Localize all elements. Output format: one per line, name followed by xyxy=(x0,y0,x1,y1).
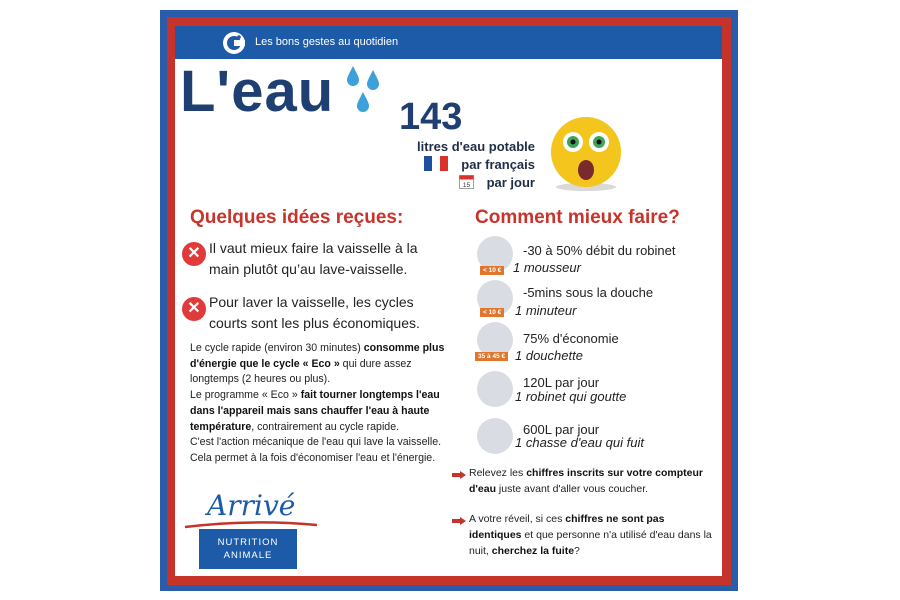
explain-text: qui dure assez longtemps (2 heures ou plus). xyxy=(190,357,412,386)
tip-sub: 1 douchette xyxy=(515,348,583,363)
price-badge: 35 à 45 € xyxy=(475,352,508,361)
advice-text: juste avant d'aller vous coucher. xyxy=(496,483,649,495)
explain-text: Le cycle rapide (environ 30 minutes) xyxy=(190,342,364,354)
page-title: L'eau xyxy=(180,59,335,124)
brand-box xyxy=(199,529,297,569)
water-drops-icon xyxy=(345,62,391,122)
header-bar xyxy=(175,26,722,59)
calendar-day: 15 xyxy=(462,182,471,189)
stat-line-1: litres d'eau potable xyxy=(417,139,535,154)
cross-icon: ✕ xyxy=(182,297,206,321)
myth-explanation xyxy=(190,341,460,467)
cci-logo-icon xyxy=(222,31,246,55)
myth-2: Pour laver la vaisselle, les cycles courts sont les plus économiques. xyxy=(209,294,420,331)
header-tagline: Les bons gestes au quotidien xyxy=(255,36,399,48)
advice-bold: chiffres inscrits sur votre compteur d'eau xyxy=(469,467,704,495)
advice-bold: cherchez la fuite xyxy=(491,545,575,557)
france-flag-icon xyxy=(424,156,448,171)
tip-main: 75% d'économie xyxy=(523,331,619,346)
explain-text: Le programme « Eco » xyxy=(190,389,301,402)
tips-heading: Comment mieux faire? xyxy=(475,207,680,228)
brand-line-2: ANIMALE xyxy=(223,550,273,561)
explain-bold: consomme plus d'énergie que le cycle « Eco » xyxy=(190,342,445,370)
brand-line-1: NUTRITION xyxy=(217,537,279,548)
advice-bold: chiffres ne sont pas identiques xyxy=(469,513,665,541)
advice-text: et que personne n'a utilisé d'eau dans la nuit, xyxy=(469,529,712,557)
advice-text: A votre réveil, si ces xyxy=(469,513,566,525)
brand-logo: Arrivé xyxy=(207,489,296,522)
advice-text: Relevez les xyxy=(469,467,527,479)
shocked-face-icon xyxy=(547,114,625,192)
explain-text: C'est l'action mécanique de l'eau qui lave la vaisselle. xyxy=(190,436,442,449)
tip-sub: 1 robinet qui goutte xyxy=(515,389,627,404)
tip-main: -30 à 50% débit du robinet xyxy=(523,243,676,258)
tip-sub: 1 minuteur xyxy=(515,303,577,318)
tip-main: 120L par jour xyxy=(523,375,600,390)
advice-2 xyxy=(469,511,719,559)
toilet-icon xyxy=(477,418,513,454)
tip-main: 600L par jour xyxy=(523,422,600,437)
pointing-hand-icon xyxy=(452,516,466,526)
explain-text: , contrairement au cycle rapide. xyxy=(251,420,400,433)
price-badge: < 10 € xyxy=(480,266,504,275)
tip-sub: 1 mousseur xyxy=(513,260,581,275)
myth-1: Il vaut mieux faire la vaisselle à la main plutôt qu’au lave-vaisselle. xyxy=(209,240,418,277)
stat-line-2: par français xyxy=(461,157,535,172)
dripping-tap-icon xyxy=(477,371,513,407)
water-count: 143 xyxy=(399,96,463,138)
pointing-hand-icon xyxy=(452,470,466,480)
price-badge: < 10 € xyxy=(480,308,504,317)
tip-sub: 1 chasse d'eau qui fuit xyxy=(515,435,644,450)
myths-heading: Quelques idées reçues: xyxy=(190,207,404,228)
explain-bold: fait tourner longtemps l'eau dans l'appareil mais sans chauffer l'eau à haute température xyxy=(190,389,440,433)
advice-text: ? xyxy=(574,545,580,557)
cross-icon: ✕ xyxy=(182,242,206,266)
infographic-card xyxy=(175,26,722,576)
advice-1 xyxy=(469,465,719,497)
explain-text: Cela permet à la fois d'économiser l'eau et l'énergie. xyxy=(190,451,436,464)
stat-line-3: par jour xyxy=(486,175,535,190)
tip-main: -5mins sous la douche xyxy=(523,285,654,300)
